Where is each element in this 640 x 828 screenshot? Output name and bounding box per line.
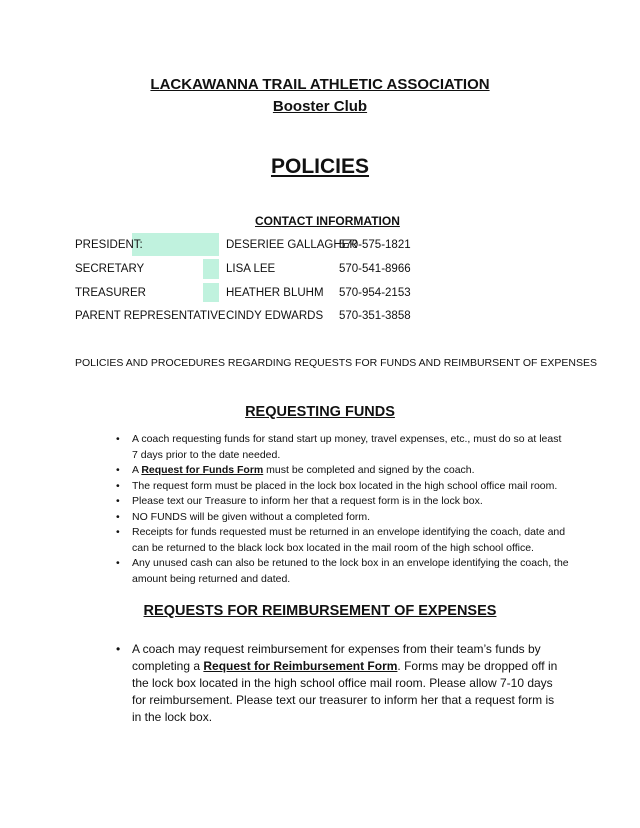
list-item: • NO FUNDS will be given without a completed form. <box>116 510 570 526</box>
contact-row-parent-rep <box>0 306 640 328</box>
reimbursement-heading: REQUESTS FOR REIMBURSEMENT OF EXPENSES <box>143 603 497 619</box>
list-item: • The request form must be placed in the lock box located in the high school office mail room. <box>116 479 570 495</box>
list-item <box>116 463 570 479</box>
organization-name: LACKAWANNA TRAIL ATHLETIC ASSOCIATION <box>150 76 490 93</box>
item-text: A <box>132 464 142 476</box>
club-name: Booster Club <box>272 98 368 115</box>
contact-name: HEATHER BLUHM <box>226 287 324 299</box>
contact-role: TREASURER <box>75 287 146 299</box>
contact-name: DESERIEE GALLAGHER <box>226 239 358 251</box>
contact-row-secretary <box>0 259 640 281</box>
contact-phone: 570-351-3858 <box>339 310 411 322</box>
list-item <box>116 641 560 726</box>
list-item: • Receipts for funds requested must be returned in an envelope identifying the coach, date and can be returned to the black lock box located in the mail room of the high school office. <box>116 525 570 556</box>
contact-name: LISA LEE <box>226 263 276 275</box>
item-text: A coach may request reimbursement for expenses from their team’s funds by completing a <box>132 642 541 673</box>
contact-name: CINDY EDWARDS <box>226 310 324 322</box>
item-text: must be completed and signed by the coach. <box>263 464 475 476</box>
list-item: • Any unused cash can also be retuned to the lock box in an envelope identifying the coach, the amount being returned and dated. <box>116 556 570 587</box>
reimbursement-list <box>116 641 560 726</box>
request-for-funds-form-link[interactable]: Request for Funds Form <box>141 464 264 476</box>
contact-row-treasurer <box>0 283 640 305</box>
contact-role: PARENT REPRESENTATIVE <box>75 310 226 322</box>
page-title: POLICIES <box>270 155 370 178</box>
contact-phone: 570-575-1821 <box>339 239 411 251</box>
contact-phone: 570-541-8966 <box>339 263 411 275</box>
request-for-reimbursement-form-link[interactable]: Request for Reimbursement Form <box>203 659 398 673</box>
list-item: • A coach requesting funds for stand start up money, travel expenses, etc., must do so at least 7 days prior to the date needed. <box>116 432 570 463</box>
contact-role: SECRETARY <box>75 263 145 275</box>
requesting-funds-list <box>116 432 570 587</box>
item-text: . Forms may be dropped off in the lock box located in the high school office mail room. Please allow 7-10 days for reimbursement. Please text our treasurer to inform her that a request form is in the lock box. <box>132 659 558 724</box>
policies-intro: POLICIES AND PROCEDURES REGARDING REQUESTS FOR FUNDS AND REIMBURSENT OF EXPENSES <box>75 357 597 369</box>
contact-phone: 570-954-2153 <box>339 287 411 299</box>
contact-role: PRESIDENT: <box>75 239 143 251</box>
list-item: • Please text our Treasure to inform her that a request form is in the lock box. <box>116 494 570 510</box>
contact-heading: CONTACT INFORMATION <box>255 214 400 228</box>
requesting-funds-heading: REQUESTING FUNDS <box>245 404 395 420</box>
contact-row-president <box>0 235 640 257</box>
